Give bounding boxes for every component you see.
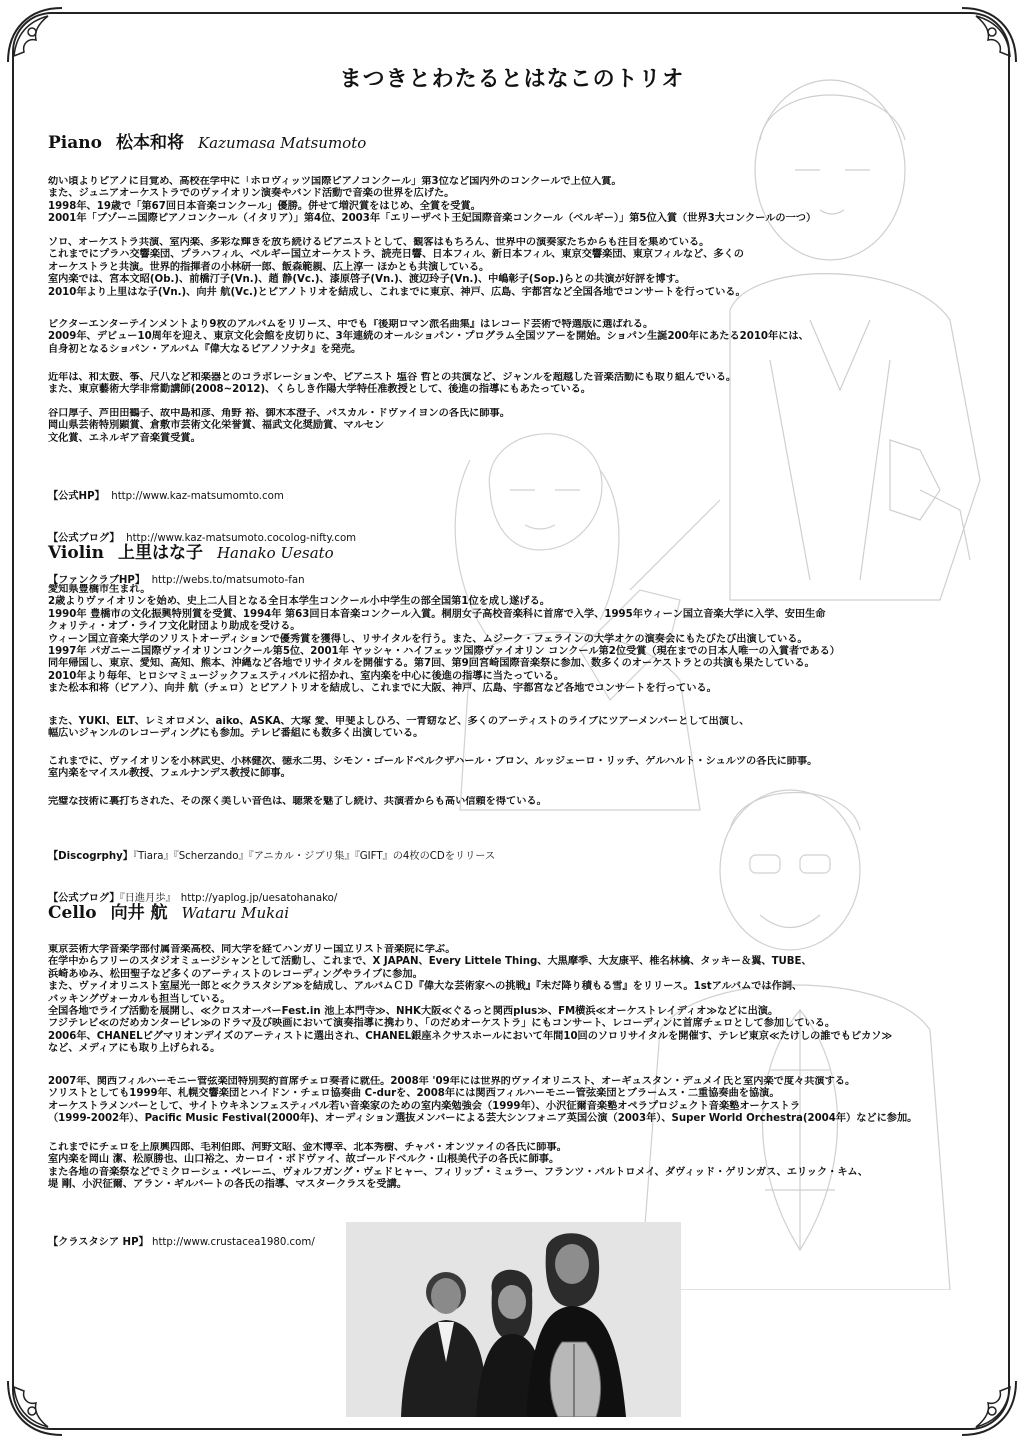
bio-paragraph: ビクターエンターテインメントより9枚のアルバムをリリース、中でも『後期ロマン派名曲集』はレコード芸術で特選版に選ばれる。 2009年、デビュー10周年を迎え、東京文化会館を皮切りに、3年連続のオールショパン・プログラム全国ツアーを開始。ショパン生誕200年にあたる2010年には、 自身初となるショパン・アルバム『偉大なるピアノソナタ』を発売。 bbox=[48, 319, 809, 355]
instrument-label: Violin bbox=[48, 543, 104, 563]
performer-name-en: Hanako Uesato bbox=[216, 544, 334, 562]
piano-heading bbox=[48, 128, 366, 153]
link-row: 【公式HP】 http://www.kaz-matsumomto.com bbox=[48, 491, 284, 502]
link-row: 【クラスタシア HP】 http://www.crustacea1980.com/ bbox=[48, 1237, 315, 1248]
corner-ornament bbox=[958, 4, 1020, 66]
bio-paragraph: また、YUKI、ELT、レミオロメン、aiko、ASKA、大塚 愛、甲斐よしひろ、一青窈など、多くのアーティストのライブにツアーメンバーとして出演し、 幅広いジャンルのレコーディングにも参加。テレビ番組にも数多く出演している。 bbox=[48, 716, 750, 740]
bio-paragraph: これまでに、ヴァイオリンを小林武史、小林健次、徳永二男、シモン・ゴールドベルクザハール・ブロン、ルッジェーロ・リッチ、ゲルハルト・シュルツの各氏に師事。 室内楽をマイスル教授、フェルナンデス教授に師事。 bbox=[48, 756, 818, 780]
link-url[interactable]: http://webs.to/matsumoto-fan bbox=[151, 575, 305, 586]
instrument-label: Cello bbox=[48, 903, 97, 923]
link-row: 【公式ブログ】『日進月歩』 http://yaplog.jp/uesatohanako/ bbox=[48, 893, 338, 904]
performer-name-jp: 向井 航 bbox=[110, 903, 168, 923]
bio-paragraph: 幼い頃よりピアノに目覚め、高校在学中に「ホロヴィッツ国際ピアノコンクール」第3位など国内外のコンクールで上位入賞。 また、ジュニアオーケストラでのヴァイオリン演奏やバンド活動で音楽の世界を広げた。 1998年、19歳で「第67回日本音楽コンクール」優勝。併せて増沢賞をはじめ、全賞を受賞。 2001年「ブゾーニ国際ピアノコンクール（イタリア）」第4位、2003年「エリーザベト王妃国際音楽コンクール（ベルギー）」第5位入賞（世界3大コンクールの一つ） bbox=[48, 176, 817, 225]
performer-name-jp: 松本和将 bbox=[115, 133, 184, 153]
cello-heading bbox=[48, 898, 289, 923]
instrument-label: Piano bbox=[48, 133, 102, 153]
bio-paragraph: 近年は、和太鼓、筝、尺八など和楽器とのコラボレーションや、ピアニスト 塩谷 哲との共演など、ジャンルを超越した音楽活動にも取り組んでいる。 また、東京藝術大学非常勤講師(2008~2012)、くらしき作陽大学特任准教授として、後進の指導にもあたっている。 bbox=[48, 372, 737, 396]
performer-name-jp: 上里はな子 bbox=[117, 543, 203, 563]
link-url[interactable]: http://www.crustacea1980.com/ bbox=[151, 1237, 315, 1248]
bio-paragraph: 愛知県豊橋市生まれ。 2歳よりヴァイオリンを始め、史上二人目となる全日本学生コンクール小中学生の部全国第1位を成し遂げる。 1990年 豊橋市の文化振興特別賞を受賞、1994年 第63回日本音楽コンクール入賞。桐朋女子高校音楽科に首席で入学、1995年ウィーン国立音楽大学に入学、安田生命 クォリティ・オブ・ライフ文化財団より助成を受ける。 ウィーン国立音楽大学のソリストオーディションで優秀賞を獲得し、リサイタルを行う。また、ムジーク・フェラインの大学オケの演奏会にもたびたび出演している。 1997年 パガニーニ国際ヴァイオリンコンクール第5位、2001年 ヤッシャ・ハイフェッツ国際ヴァイオリン コンクール第2位受賞（現在までの日本人唯一の入賞者である） 同年帰国し、東京、愛知、高知、熊本、沖縄など各地でリサイタルを開催する。第7回、第9回宮崎国際音楽祭に参加、数多くのオーケストラとの共演も果たしている。 2010年より毎年、ヒロシマミュージックフェスティバルに招かれ、室内楽を中心に後進の指導に当たっている。 また松本和将（ピアノ）、向井 航（チェロ）とピアノトリオを結成し、これまでに大阪、神戸、広島、宇都宮など各地でコンサートを行っている。 bbox=[48, 584, 840, 695]
performer-name-en: Wataru Mukai bbox=[181, 904, 290, 922]
link-row: 【Discogrphy】『Tiara』『Scherzando』『アニカル・ジブリ集』『GIFT』の4枚のCDをリリース bbox=[48, 851, 496, 862]
piano-links bbox=[48, 462, 356, 602]
bio-paragraph: ソロ、オーケストラ共演、室内楽、多彩な輝きを放ち続けるピアニストとして、観客はもちろん、世界中の演奏家たちからも注目を集めている。 これまでにプラハ交響楽団、プラハフィル、ベルギー国立オーケストラ、読売日響、日本フィル、新日本フィル、東京交響楽団、東京フィルなど、多くの オーケストラと共演。世界的指揮者の小林研一郎、飯森範親、広上淳一 ほかとも共演している。 室内楽では、宮本文昭(Ob.)、前橋汀子(Vn.)、趙 静(Vc.)、漆原啓子(Vn.)、渡辺玲子(Vn.)、中嶋彰子(Sop.)らとの共演が好評を博す。 2010年より上里はな子(Vn.)、向井 航(Vc.)とピアノトリオを結成し、これまでに東京、神戸、広島、宇都宮など全国各地でコンサートを行っている。 bbox=[48, 237, 746, 298]
trio-photo-figures bbox=[346, 1222, 681, 1417]
link-row: 【公式ブログ】 http://www.kaz-matsumoto.cocolog-nifty.com bbox=[48, 533, 357, 544]
link-url[interactable]: http://www.kaz-matsumomto.com bbox=[111, 491, 284, 502]
violin-heading bbox=[48, 538, 334, 563]
cello-links bbox=[48, 1208, 315, 1264]
corner-ornament bbox=[4, 1377, 66, 1439]
bio-paragraph: 完璧な技術に裏打ちされた、その深く美しい音色は、聴衆を魅了し続け、共演者からも高い信頼を得ている。 bbox=[48, 796, 547, 807]
bio-paragraph: 東京芸術大学音楽学部付属音楽高校、同大学を経てハンガリー国立リスト音楽院に学ぶ。 在学中からフリーのスタジオミュージシャンとして活動し、これまで、X JAPAN、Every Littele Thing、大黒摩季、大友康平、椎名林檎、タッキー＆翼、TUBE、 浜崎あゆみ、松田聖子など多くのアーティストのレコーディングやライブに参加。 また、ヴァイオリニスト室屋光一郎と≪クラスタシア≫を結成し、アルバムＣＤ『偉大な芸術家への挑戦』『未だ降り積もる雪』をリリース。1stアルバムでは作詞、 バッキングヴォーカルも担当している。 全国各地でライブ活動を展開し、≪クロスオーバーFest.in 池上本門寺≫、NHK大阪≪ぐるっと関西plus≫、FM横浜≪オーケストレイディオ≫などに出演。 フジテレビ≪のだめカンタービレ≫のドラマ及び映画において演奏指導に携わり、「のだめオーケストラ」にもコンサート、レコーディンに首席チェロとして参加している。 2006年、CHANELピグマリオンデイズのアーティストに選出され、CHANEL銀座ネクサスホールにおいて年間10回のソロリサイタルを開催す、テレビ東京≪たけしの誰でもピカソ≫ など、メディアにも取り上げられる。 bbox=[48, 944, 893, 1055]
page-title: まつきとわたるとはなこのトリオ bbox=[339, 67, 685, 92]
trio-photo bbox=[346, 1222, 681, 1417]
corner-ornament bbox=[958, 1377, 1020, 1439]
link-url[interactable]: http://www.kaz-matsumoto.cocolog-nifty.com bbox=[126, 533, 357, 544]
performer-name-en: Kazumasa Matsumoto bbox=[197, 134, 367, 152]
link-url[interactable]: 『日進月歩』 http://yaplog.jp/uesatohanako/ bbox=[119, 893, 338, 904]
corner-ornament bbox=[4, 4, 66, 66]
link-row: 【ファンクラブHP】 http://webs.to/matsumoto-fan bbox=[48, 575, 305, 586]
bio-paragraph: 谷口厚子、芦田田鶴子、故中島和彦、角野 裕、御木本澄子、パスカル・ドヴァイヨンの各氏に師事。 岡山県芸術特別顕賞、倉敷市芸術文化栄誉賞、福武文化奨励賞、マルセン 文化賞、エネルギア音楽賞受賞。 bbox=[48, 408, 510, 444]
bio-paragraph: 2007年、関西フィルハーモニー管弦楽団特別契約首席チェロ奏者に就任。2008年 '09年には世界的ヴァイオリニスト、オーギュスタン・デュメイ氏と室内楽で度々共演する。 ソリストとしても1999年、札幌交響楽団とハイドン・チェロ協奏曲 C-durを、2008年には関西フィルハーモニー管弦楽団とブラームス・二重協奏曲を協演。 オーケストラメンバーとして、サイトウキネンフェスティバル若い音楽家のための室内楽勉強会（1999年）、小沢征爾音楽塾オペラプロジェクト音楽塾オーケストラ （1999-2002年）、Pacific Music Festival(2000年)、オーディション選抜メンバーによる芸大シンフォニア英国公演（2003年）、Super World Orchestra(2004年）などに参加。 bbox=[48, 1076, 918, 1125]
bio-paragraph: これまでにチェロを上原興四郎、毛利伯郎、河野文昭、金木博幸、北本秀樹、チャバ・オンツァイの各氏に師事。 室内楽を岡山 潔、松原勝也、山口裕之、カーロイ・ボドヴァイ、故ゴールドベルク・山根美代子の各氏に師事。 また各地の音楽祭などでミクローシュ・ペレーニ、ヴォルフガング・ヴェドヒャー、フィリップ・ミュラー、フランツ・バルトロメイ、ダヴィッド・ゲリンガス、エリック・キム、 堤 剛、小沢征爾、アラン・ギルバートの各氏の指導、マスタークラスを受講。 bbox=[48, 1142, 869, 1191]
